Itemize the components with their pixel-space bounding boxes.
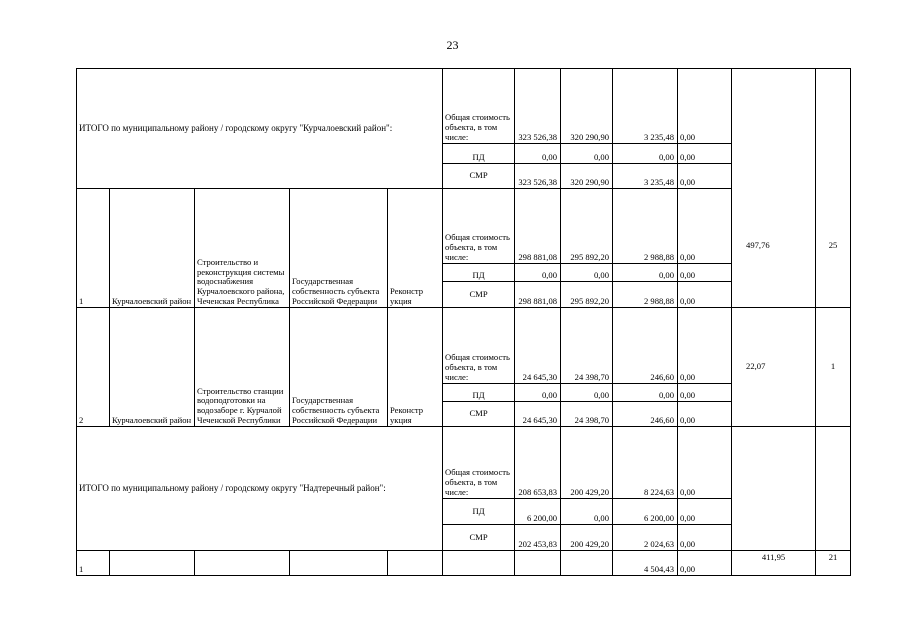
itogo-nadterechny-total-row <box>77 427 851 499</box>
itogo-nadterechny-label: ИТОГО по муниципальному району / городскому округу "Надтеречный район": <box>77 427 443 551</box>
cell: 0,00 <box>678 499 732 525</box>
capacity-cell <box>816 69 851 189</box>
cell: 246,60 <box>613 308 678 384</box>
pd-label: ПД <box>443 144 515 164</box>
capacity-cell <box>816 427 851 551</box>
smr-label: СМР <box>443 164 515 189</box>
capacity-cell <box>732 69 816 189</box>
cell: 298 881,08 <box>515 189 561 264</box>
cell: 200 429,20 <box>561 427 613 499</box>
cell: 295 892,20 <box>561 282 613 308</box>
cell: 0,00 <box>561 499 613 525</box>
object-1-total-row <box>77 189 851 264</box>
pd-label: ПД <box>443 264 515 282</box>
pd-label: ПД <box>443 384 515 402</box>
district-cell <box>110 551 195 576</box>
object-name-cell <box>195 551 290 576</box>
object-3-row <box>77 551 851 576</box>
cell: 0,00 <box>678 427 732 499</box>
cell: 6 200,00 <box>613 499 678 525</box>
ownership-cell: Государственная собственность субъекта Российской Федерации <box>290 189 388 308</box>
smr-label: СМР <box>443 282 515 308</box>
cell <box>561 551 613 576</box>
cell: 0,00 <box>678 164 732 189</box>
cell: 24 398,70 <box>561 402 613 427</box>
cell: 8 224,63 <box>613 427 678 499</box>
smr-label: СМР <box>443 402 515 427</box>
cell: 0,00 <box>678 189 732 264</box>
cell: 202 453,83 <box>515 525 561 551</box>
pd-label: ПД <box>443 499 515 525</box>
capacity-value: 22,07 <box>732 308 816 427</box>
cell: 0,00 <box>515 384 561 402</box>
cell <box>443 551 515 576</box>
cell: 2 988,88 <box>613 189 678 264</box>
cell: 295 892,20 <box>561 189 613 264</box>
cell: 0,00 <box>515 144 561 164</box>
cell: 3 235,48 <box>613 164 678 189</box>
capacity-value: 497,76 <box>732 189 816 308</box>
smr-label: СМР <box>443 525 515 551</box>
investment-table <box>76 68 851 576</box>
cell: 246,60 <box>613 402 678 427</box>
row-number: 2 <box>77 308 110 427</box>
cell: 323 526,38 <box>515 164 561 189</box>
cell <box>515 551 561 576</box>
cell: 2 988,88 <box>613 282 678 308</box>
cell: 6 200,00 <box>515 499 561 525</box>
cell: 200 429,20 <box>561 525 613 551</box>
cell: 0,00 <box>678 264 732 282</box>
ownership-cell <box>290 551 388 576</box>
cell: 24 645,30 <box>515 308 561 384</box>
total-cost-label: Общая стоимость объекта, в том числе: <box>443 189 515 264</box>
work-type-cell: Реконстр укция <box>388 308 443 427</box>
cell: 208 653,83 <box>515 427 561 499</box>
cell: 0,00 <box>613 384 678 402</box>
capacity-count: 1 <box>816 308 851 427</box>
cell: 24 645,30 <box>515 402 561 427</box>
cell: 298 881,08 <box>515 282 561 308</box>
cell: 24 398,70 <box>561 308 613 384</box>
cell: 0,00 <box>613 144 678 164</box>
itogo-kurchaloy-label: ИТОГО по муниципальному району / городскому округу "Курчалоевский район": <box>77 69 443 189</box>
cell: 320 290,90 <box>561 69 613 144</box>
cell: 0,00 <box>561 384 613 402</box>
capacity-count: 21 <box>816 551 851 576</box>
cell: 0,00 <box>678 551 732 576</box>
work-type-cell <box>388 551 443 576</box>
object-name-cell: Строительство и реконструкция системы водоснабжения Курчалоевского района, Чеченская Республика <box>195 189 290 308</box>
row-number: 1 <box>77 551 110 576</box>
capacity-value: 411,95 <box>732 551 816 576</box>
capacity-count: 25 <box>816 189 851 308</box>
cell: 0,00 <box>678 525 732 551</box>
page-number: 23 <box>446 38 459 52</box>
cell: 0,00 <box>561 144 613 164</box>
district-cell: Курчалоевский район <box>110 308 195 427</box>
cell: 0,00 <box>678 144 732 164</box>
total-cost-label: Общая стоимость объекта, в том числе: <box>443 308 515 384</box>
cell: 0,00 <box>678 69 732 144</box>
cell: 323 526,38 <box>515 69 561 144</box>
district-cell: Курчалоевский район <box>110 189 195 308</box>
capacity-cell <box>732 427 816 551</box>
ownership-cell: Государственная собственность субъекта Российской Федерации <box>290 308 388 427</box>
cell: 0,00 <box>678 384 732 402</box>
cell: 320 290,90 <box>561 164 613 189</box>
work-type-cell: Реконстр укция <box>388 189 443 308</box>
itogo-kurchaloy-total-row <box>77 69 851 144</box>
row-number: 1 <box>77 189 110 308</box>
cell: 0,00 <box>678 402 732 427</box>
cell: 0,00 <box>561 264 613 282</box>
cell: 0,00 <box>678 308 732 384</box>
cell: 0,00 <box>613 264 678 282</box>
total-cost-label: Общая стоимость объекта, в том числе: <box>443 69 515 144</box>
object-2-total-row <box>77 308 851 384</box>
cell: 2 024,63 <box>613 525 678 551</box>
cell: 0,00 <box>678 282 732 308</box>
cell: 0,00 <box>515 264 561 282</box>
object-name-cell: Строительство станции водоподготовки на водозаборе г. Курчалой Чеченской Республики <box>195 308 290 427</box>
total-cost-label: Общая стоимость объекта, в том числе: <box>443 427 515 499</box>
cell: 3 235,48 <box>613 69 678 144</box>
cell: 4 504,43 <box>613 551 678 576</box>
